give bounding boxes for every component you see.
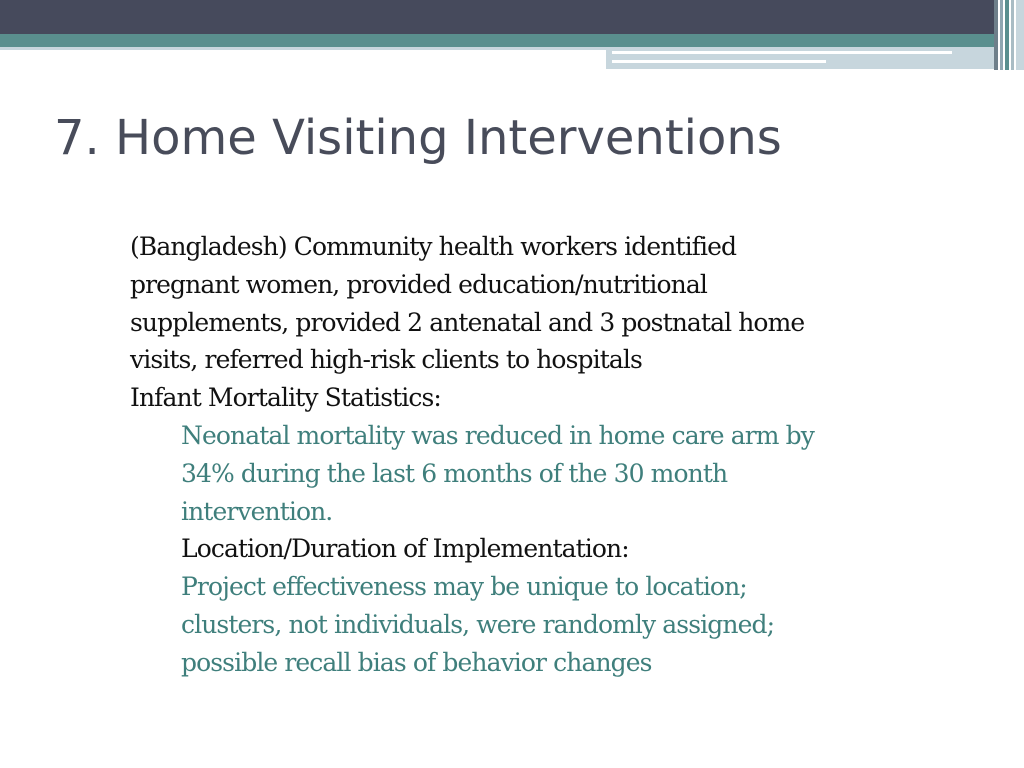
header-accent-line-1 (612, 51, 952, 54)
section2-heading: Location/Duration of Implementation: (181, 534, 629, 564)
teal-header-band (0, 34, 1024, 47)
top-header-band (0, 0, 1024, 34)
slide-title: 7. Home Visiting Interventions (54, 110, 782, 166)
header-accent-line-2 (612, 60, 826, 63)
intro-paragraph: (Bangladesh) Community health workers identified pregnant women, provided education/nutritional supplements, provided 2 antenatal and 3 postnatal home visits, referred high-risk clients to hospitals (130, 232, 805, 375)
section1-heading: Infant Mortality Statistics: (130, 383, 441, 413)
slide-body (130, 228, 850, 682)
header-light-line (0, 47, 606, 50)
section1-text: Neonatal mortality was reduced in home care arm by 34% during the last 6 months of the 30 month intervention. (181, 420, 814, 526)
section2-text: Project effectiveness may be unique to location; clusters, not individuals, were randomly assigned; possible recall bias of behavior changes (181, 572, 775, 677)
header-vertical-stripes (994, 0, 1024, 70)
